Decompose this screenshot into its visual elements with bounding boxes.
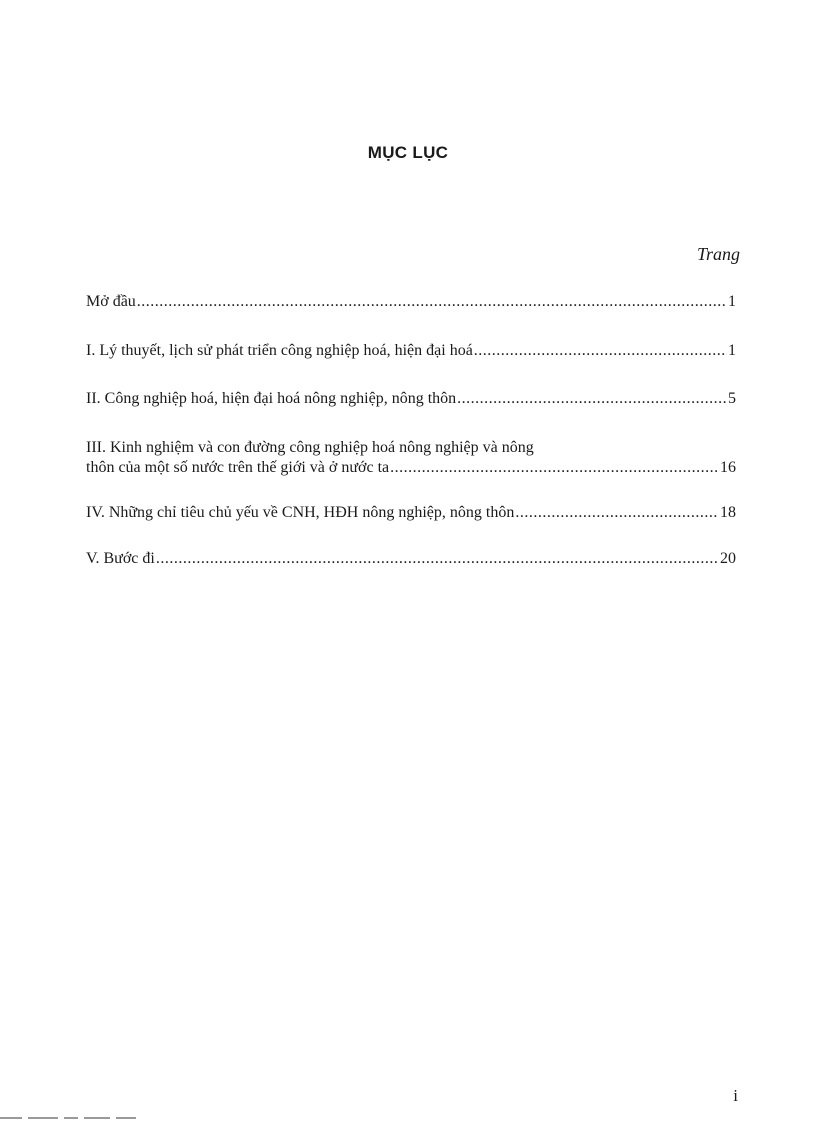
toc-entry-page: 1 (728, 293, 736, 310)
toc-entry-label: IV. Những chỉ tiêu chủ yếu về CNH, HĐH nông nghiệp, nông thôn (86, 504, 515, 521)
page-column-label: Trang (696, 244, 740, 264)
toc-leader-dots (457, 389, 727, 409)
scan-mark (28, 1117, 58, 1119)
toc-leader-dots (156, 549, 719, 569)
toc-leader-dots (390, 458, 719, 478)
toc-entry-label: I. Lý thuyết, lịch sử phát triển công nghiệp hoá, hiện đại hoá (86, 342, 473, 359)
toc-entry-section-5[interactable] (86, 549, 736, 569)
toc-leader-dots (515, 503, 719, 523)
toc-entry-label: thôn của một số nước trên thế giới và ở nước ta (86, 459, 390, 476)
toc-entry-label-line1: III. Kinh nghiệm và con đường công nghiệp hoá nông nghiệp và nông (86, 439, 534, 456)
page-title: MỤC LỤC (367, 143, 449, 162)
toc-entry-label: II. Công nghiệp hoá, hiện đại hoá nông nghiệp, nông thôn (86, 390, 457, 407)
toc-entry-page: 20 (720, 550, 736, 567)
toc-entry-page: 16 (720, 459, 736, 476)
scan-mark (116, 1117, 136, 1119)
toc-entry-page: 18 (720, 504, 736, 521)
toc-entry-section-2[interactable] (86, 389, 736, 409)
toc-entry-section-3[interactable] (86, 438, 736, 478)
scan-mark (84, 1117, 110, 1119)
toc-leader-dots (474, 341, 727, 361)
toc-entry-section-1[interactable] (86, 341, 736, 361)
scan-artifact-marks (0, 1117, 136, 1119)
toc-entry-label: V. Bước đi (86, 550, 155, 567)
scan-mark (64, 1117, 78, 1119)
footer-page-number: i (733, 1086, 738, 1105)
toc-entry-page: 5 (728, 390, 736, 407)
toc-leader-dots (137, 292, 727, 312)
toc-entry-section-4[interactable] (86, 503, 736, 523)
toc-entry-introduction[interactable] (86, 292, 736, 312)
scan-mark (0, 1117, 22, 1119)
toc-entry-label: Mở đầu (86, 293, 136, 310)
toc-entry-page: 1 (728, 342, 736, 359)
